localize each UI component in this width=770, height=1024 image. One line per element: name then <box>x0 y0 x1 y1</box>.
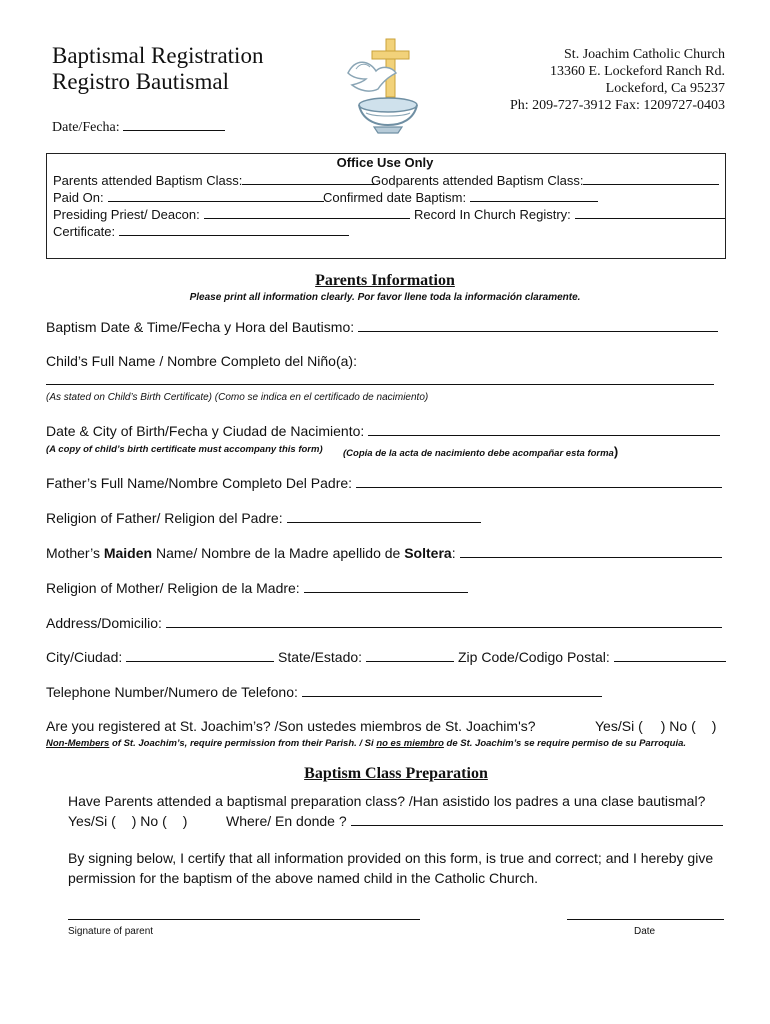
registered-no-option[interactable]: ) No ( <box>660 718 696 734</box>
zip-field[interactable]: Zip Code/Codigo Postal: <box>458 649 726 665</box>
signature-date-line[interactable] <box>567 919 724 920</box>
cross-dove-font-icon <box>342 35 420 135</box>
address-field[interactable]: Address/Domicilio: <box>46 615 722 631</box>
title-spanish: Registro Bautismal <box>52 69 229 94</box>
registered-yes-option[interactable]: Yes/Si ( <box>595 718 643 734</box>
child-name-note: (As stated on Child’s Birth Certificate) (Como se indica en el certificado de nacimiento) <box>46 392 429 403</box>
signature-label: Signature of parent <box>68 926 154 937</box>
title-english: Baptismal Registration <box>52 43 264 68</box>
parents-heading: Parents Information <box>315 272 455 289</box>
signature-date-label: Date <box>634 926 656 937</box>
city-field[interactable]: City/Ciudad: <box>46 649 274 665</box>
date-label: Date/Fecha: <box>52 120 120 135</box>
prep-no-option[interactable]: ) No ( <box>131 813 167 829</box>
birth-field[interactable]: Date & City of Birth/Fecha y Ciudad de Nacimiento: <box>46 423 720 439</box>
office-confirmed-date[interactable]: Confirmed date Baptism: <box>323 190 598 205</box>
office-title: Office Use Only <box>336 155 434 170</box>
nonmembers-note: Non-Members of St. Joachim’s, require permission from their Parish. / Si no es miembro de St. Joachim’s se require permiso de su Parroquia. <box>46 738 687 749</box>
office-certificate[interactable]: Certificate: <box>53 224 349 239</box>
church-address-line1: 13360 E. Lockeford Ranch Rd. <box>550 64 725 79</box>
child-name-blank[interactable] <box>46 384 714 385</box>
registered-question: Are you registered at St. Joachim’s? /Son ustedes miembros de St. Joachim's? <box>46 718 536 734</box>
church-name: St. Joachim Catholic Church <box>564 47 725 62</box>
prep-yes-option[interactable]: Yes/Si ( <box>68 813 116 829</box>
state-field[interactable]: State/Estado: <box>278 649 454 665</box>
father-name-field[interactable]: Father’s Full Name/Nombre Completo Del Padre: <box>46 475 722 491</box>
prep-where-field[interactable]: Where/ En donde ? <box>226 813 723 829</box>
date-field[interactable] <box>52 119 225 136</box>
office-presiding[interactable]: Presiding Priest/ Deacon: <box>53 207 410 222</box>
mother-name-field[interactable]: Mother’s Maiden Name/ Nombre de la Madre apellido de Soltera: <box>46 545 722 561</box>
office-parents-class[interactable]: Parents attended Baptism Class: <box>53 173 378 188</box>
church-phone: Ph: 209-727-3912 Fax: 1209727-0403 <box>509 98 725 113</box>
baptism-date-field[interactable]: Baptism Date & Time/Fecha y Hora del Bautismo: <box>46 319 718 335</box>
telephone-field[interactable]: Telephone Number/Numero de Telefono: <box>46 684 602 700</box>
mother-religion-field[interactable]: Religion of Mother/ Religion de la Madre: <box>46 580 468 596</box>
child-name-label: Child’s Full Name / Nombre Completo del Niño(a): <box>46 353 357 369</box>
office-record[interactable]: Record In Church Registry: <box>414 207 725 222</box>
birth-note-english: (A copy of child’s birth certificate must accompany this form) <box>46 444 323 455</box>
office-godparents-class[interactable]: Godparents attended Baptism Class: <box>371 173 719 188</box>
date-blank[interactable] <box>123 119 225 131</box>
prep-heading: Baptism Class Preparation <box>304 765 488 782</box>
office-paid-on[interactable]: Paid On: <box>53 190 324 205</box>
father-religion-field[interactable]: Religion of Father/ Religion del Padre: <box>46 510 481 526</box>
prep-yes-no[interactable]: Yes/Si ( ) No ( ) <box>68 813 188 829</box>
birth-note-spanish: (Copia de la acta de nacimiento debe acompañar esta forma) <box>343 444 619 459</box>
parents-instruction: Please print all information clearly. Por favor llene toda la información claramente. <box>189 292 581 303</box>
church-address-line2: Lockeford, Ca 95237 <box>605 81 725 96</box>
prep-question: Have Parents attended a baptismal preparation class? /Han asistido los padres a una clase bautismal? <box>68 793 706 809</box>
registered-yes-no[interactable]: Yes/Si ( ) No ( ) <box>595 718 717 734</box>
certification-line1: By signing below, I certify that all information provided on this form, is true and correct; and I hereby give <box>68 850 714 866</box>
certification-line2: permission for the baptism of the above named child in the Catholic Church. <box>68 870 539 886</box>
signature-line[interactable] <box>68 919 420 920</box>
